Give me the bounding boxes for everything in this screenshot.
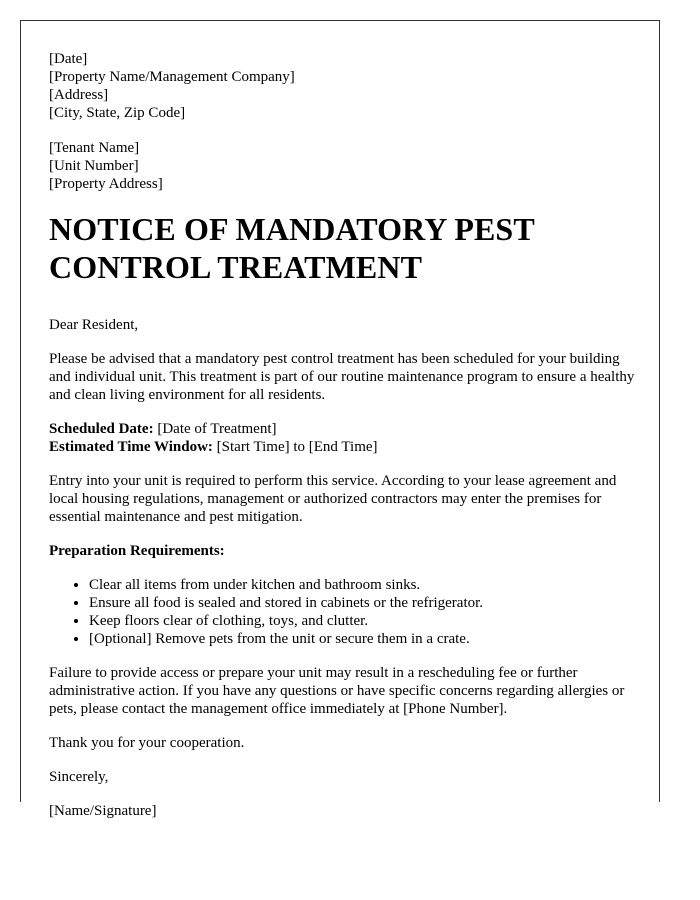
list-item: • Ensure all food is sealed and stored in cabinets or the refrigerator.: [89, 594, 639, 612]
city-state-zip-line: [City, State, Zip Code]: [49, 105, 186, 121]
schedule-block: [49, 420, 639, 456]
notice-title: NOTICE OF MANDATORY PEST CONTROL TREATMENT: [49, 211, 535, 285]
recipient-block: [49, 139, 639, 193]
time-window-value: [Start Time] to [End Time]: [212, 439, 378, 455]
closing-line: Sincerely,: [49, 769, 109, 785]
time-window-label: Estimated Time Window:: [49, 439, 213, 455]
date-line: [Date]: [49, 51, 88, 67]
thanks-line: Thank you for your cooperation.: [49, 735, 245, 751]
list-item: • Keep floors clear of clothing, toys, and clutter.: [89, 612, 639, 630]
entry-paragraph: Entry into your unit is required to perform this service. According to your lease agreement and local housing regulations, management or authorized contractors may enter the premises for essential maintenance and pest mitigation.: [49, 473, 617, 525]
unit-number-line: [Unit Number]: [49, 158, 139, 174]
signature-line: [Name/Signature]: [49, 803, 157, 819]
letter-page: [20, 20, 660, 819]
address-line: [Address]: [49, 87, 109, 103]
letter-content: [49, 50, 639, 836]
preparation-list: [49, 576, 639, 648]
scheduled-date-value: [Date of Treatment]: [153, 421, 277, 437]
property-address-line: [Property Address]: [49, 176, 163, 192]
salutation: Dear Resident,: [49, 317, 139, 333]
tenant-name-line: [Tenant Name]: [49, 140, 140, 156]
sender-block: [49, 50, 639, 122]
intro-paragraph: Please be advised that a mandatory pest control treatment has been scheduled for your building and individual unit. This treatment is part of our routine maintenance program to ensure a healthy and clean living environment for all residents.: [49, 351, 635, 403]
list-item: • [Optional] Remove pets from the unit or secure them in a crate.: [89, 630, 639, 648]
scheduled-date-label: Scheduled Date:: [49, 421, 154, 437]
property-name-line: [Property Name/Management Company]: [49, 69, 295, 85]
failure-paragraph: Failure to provide access or prepare your unit may result in a rescheduling fee or further administrative action. If you have any questions or have specific concerns regarding allergies or pets, please contact the management office immediately at [Phone Number].: [49, 665, 625, 717]
preparation-heading: Preparation Requirements:: [49, 543, 225, 559]
list-item: • Clear all items from under kitchen and bathroom sinks.: [89, 576, 639, 594]
